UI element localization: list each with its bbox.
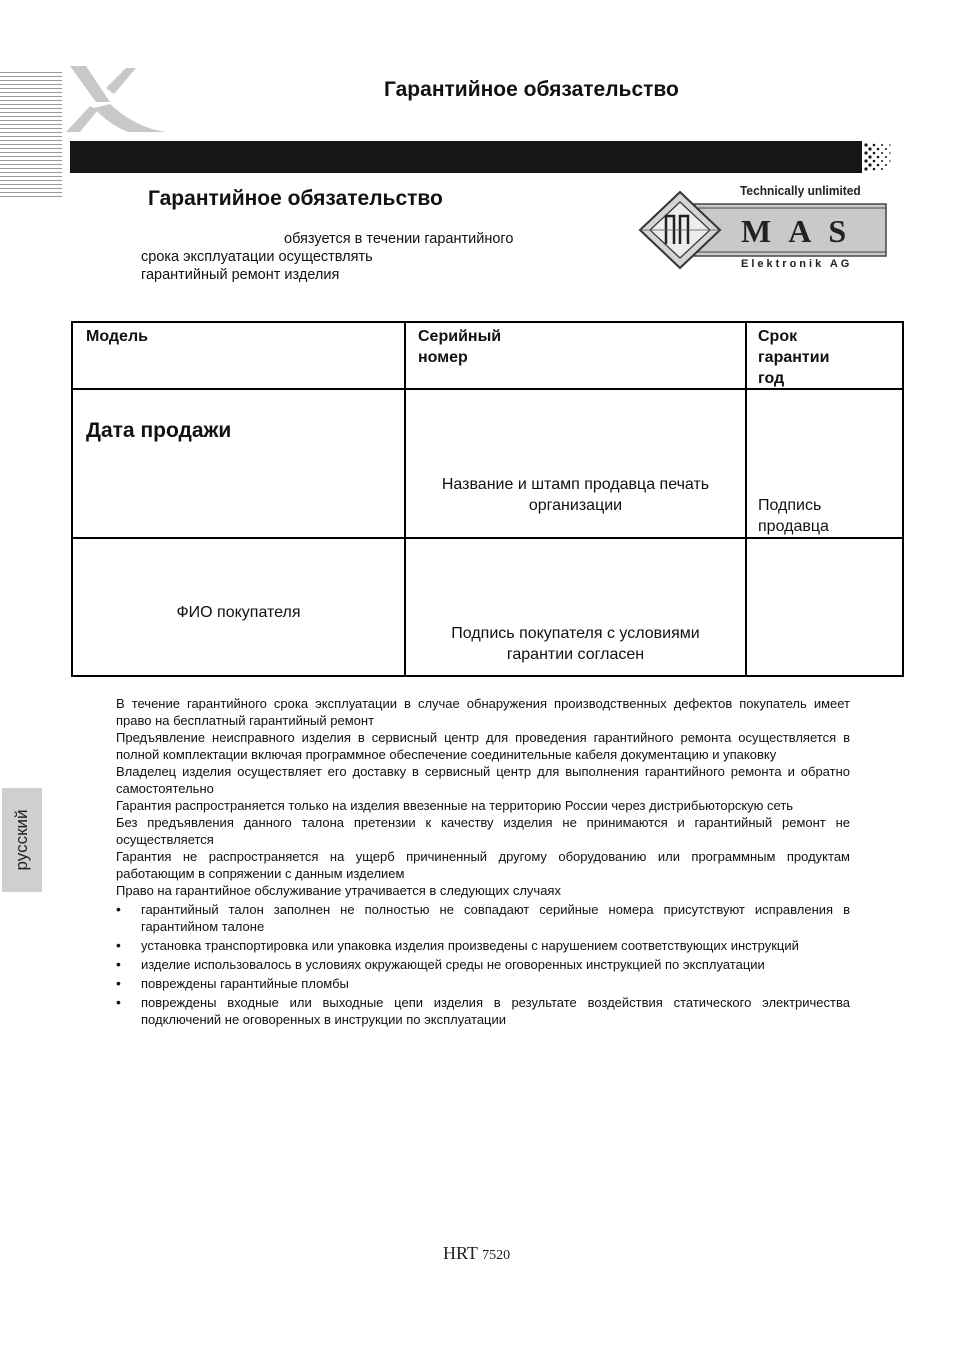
seller-stamp-label-line2: организации <box>528 497 623 514</box>
buyer-signature-label-line2: гарантии согласен <box>506 646 645 663</box>
intro-line-3: гарантийный ремонт изделия <box>141 267 340 283</box>
terms-paragraph: Право на гарантийное обслуживание утрачивается в следующих случаях <box>116 883 561 898</box>
serial-number-label <box>418 326 501 368</box>
model-label: Модель <box>86 328 148 345</box>
footer-model-number: 7520 <box>482 1248 511 1263</box>
exclusions-list <box>116 901 850 1028</box>
intro-line-2: срока эксплуатации осуществлять <box>141 249 373 265</box>
footer-model <box>443 1243 510 1264</box>
warranty-term-label-line1: Срок <box>758 328 798 345</box>
seller-stamp-label-line1: Название и штамп продавца печать <box>441 476 710 493</box>
list-item: • изделие использовалось в условиях окружающей среды не оговоренных инструкцией по эксплуатации <box>116 956 850 973</box>
warranty-term-label <box>758 326 829 389</box>
seller-stamp-label <box>406 474 745 516</box>
serial-number-label-line1: Серийный <box>418 328 502 345</box>
warranty-table <box>71 321 904 677</box>
seller-signature-label <box>758 495 829 537</box>
list-item: • гарантийный талон заполнен не полностью не совпадают серийные номера присутствуют исправления в гарантийном талоне <box>116 901 850 935</box>
brand-subname: Elektronik AG <box>741 258 853 270</box>
terms-paragraph: В течение гарантийного срока эксплуатации в случае обнаружения производственных дефектов покупатель имеет право на бесплатный гарантийный ремонт <box>116 696 850 728</box>
halftone-dots-decoration <box>846 139 892 175</box>
buyer-signature-label <box>406 623 745 665</box>
buyer-signature-label-line1: Подпись покупателя с условиями <box>451 625 700 642</box>
language-label: русский <box>12 809 31 871</box>
terms-paragraph: Предъявление неисправного изделия в сервисный центр для проведения гарантийного ремонта осуществляется в полной комплектации включая программное обеспечение соединительные кабеля документацию и упаковку <box>116 730 850 762</box>
table-divider <box>745 323 747 675</box>
language-tab-label <box>2 788 42 892</box>
footer-model-name: HRT <box>443 1243 478 1263</box>
intro-line-1: обязуется в течении гарантийного <box>284 231 514 247</box>
brand-name: MAS <box>741 213 864 249</box>
buyer-name-label: ФИО покупателя <box>176 604 301 621</box>
header-bar <box>70 141 860 173</box>
x-logo-icon <box>66 64 170 136</box>
warranty-term-label-line3: год <box>758 370 785 387</box>
seller-signature-label-line2: продавца <box>758 518 829 535</box>
header-stripes <box>0 72 62 200</box>
brand-tagline: Technically unlimited <box>740 183 861 198</box>
list-item: • повреждены входные или выходные цепи изделия в результате воздействия статического электричества подключений не оговоренных в инструкции по эксплуатации <box>116 994 850 1028</box>
list-item: • повреждены гарантийные пломбы <box>116 975 850 992</box>
document-title: Гарантийное обязательство <box>148 187 443 210</box>
seller-signature-label-line1: Подпись <box>758 497 822 514</box>
warranty-term-label-line2: гарантии <box>758 349 830 366</box>
sale-date-label: Дата продажи <box>86 419 232 442</box>
terms-paragraph: Владелец изделия осуществляет его доставку в сервисный центр для выполнения гарантийного ремонта и обратно самостоятельно <box>116 764 850 796</box>
page-header-title: Гарантийное обязательство <box>384 78 679 101</box>
serial-number-label-line2: номер <box>418 349 468 366</box>
terms-paragraph: Гарантия распространяется только на изделия ввезенные на территорию России через дистрибьюторскую сеть <box>116 798 794 813</box>
list-item: • установка транспортировка или упаковка изделия произведены с нарушением соответствующих инструкций <box>116 937 850 954</box>
terms-paragraph: Гарантия не распространяется на ущерб причиненный другому оборудованию или программным продуктам работающим в сопряжении с данным изделием <box>116 849 850 881</box>
terms-paragraph: Без предъявления данного талона претензии к качеству изделия не принимаются и гарантийный ремонт не осуществляется <box>116 815 850 847</box>
warranty-terms <box>116 695 850 1030</box>
table-divider <box>73 537 902 539</box>
